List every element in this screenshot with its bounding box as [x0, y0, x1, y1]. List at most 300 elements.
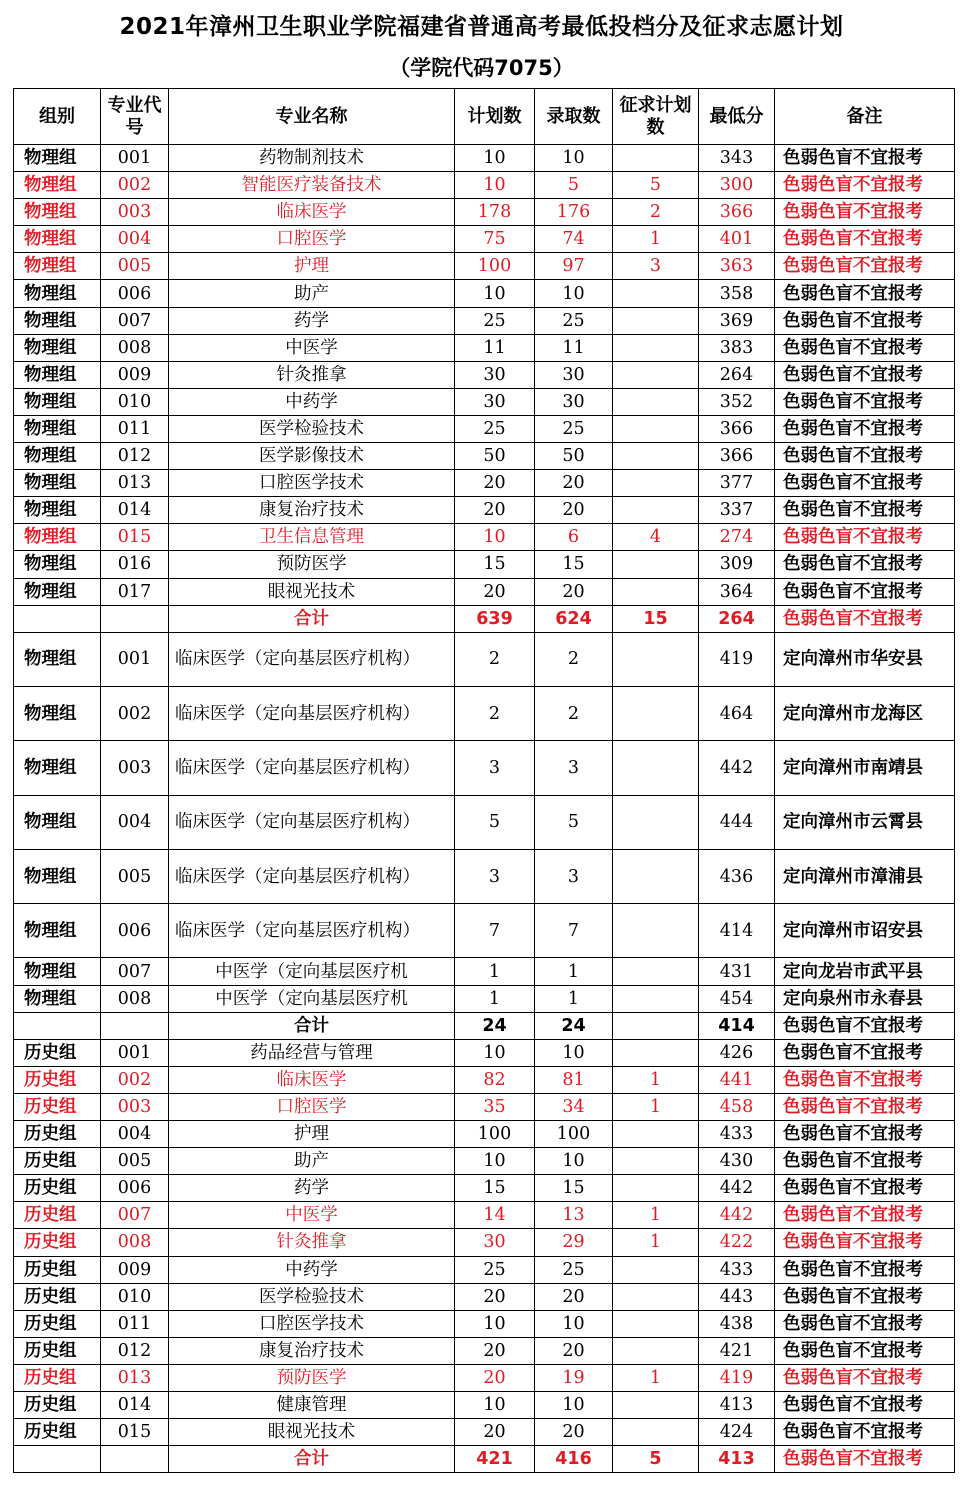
cell-group: 物理组 [14, 551, 101, 578]
cell-note: 色弱色盲不宜报考 [775, 578, 955, 605]
header-min-score: 最低分 [699, 89, 775, 145]
cell-min-score: 363 [699, 253, 775, 280]
cell-name: 眼视光技术 [169, 578, 455, 605]
cell-extra-plan [613, 1039, 699, 1066]
cell-min-score: 413 [699, 1446, 775, 1473]
cell-group: 物理组 [14, 226, 101, 253]
cell-name: 卫生信息管理 [169, 524, 455, 551]
cell-code: 017 [101, 578, 169, 605]
cell-note: 色弱色盲不宜报考 [775, 1121, 955, 1148]
table-row [14, 1093, 955, 1120]
cell-min-score: 343 [699, 145, 775, 172]
cell-min-score: 419 [699, 1364, 775, 1391]
cell-min-score: 369 [699, 307, 775, 334]
cell-admit: 7 [535, 904, 613, 958]
cell-extra-plan: 5 [613, 1446, 699, 1473]
cell-code: 004 [101, 226, 169, 253]
cell-code: 006 [101, 280, 169, 307]
cell-min-score: 414 [699, 1012, 775, 1039]
table-row [14, 280, 955, 307]
cell-group: 物理组 [14, 145, 101, 172]
cell-code: 014 [101, 497, 169, 524]
cell-extra-plan: 2 [613, 199, 699, 226]
cell-extra-plan [613, 1391, 699, 1418]
cell-admit: 10 [535, 1148, 613, 1175]
cell-plan: 20 [455, 470, 535, 497]
cell-name: 口腔医学 [169, 226, 455, 253]
cell-group: 物理组 [14, 524, 101, 551]
cell-code: 006 [101, 1175, 169, 1202]
cell-name: 药品经营与管理 [169, 1039, 455, 1066]
cell-plan: 178 [455, 199, 535, 226]
cell-code: 006 [101, 904, 169, 958]
table-row [14, 1202, 955, 1229]
cell-extra-plan [613, 958, 699, 985]
cell-admit: 24 [535, 1012, 613, 1039]
cell-extra-plan [613, 497, 699, 524]
cell-min-score: 443 [699, 1283, 775, 1310]
cell-code: 008 [101, 1229, 169, 1256]
table-row [14, 985, 955, 1012]
cell-note: 色弱色盲不宜报考 [775, 199, 955, 226]
cell-plan: 82 [455, 1066, 535, 1093]
cell-group: 历史组 [14, 1039, 101, 1066]
cell-note: 色弱色盲不宜报考 [775, 1202, 955, 1229]
cell-admit: 10 [535, 1039, 613, 1066]
cell-admit: 10 [535, 1391, 613, 1418]
cell-name: 助产 [169, 280, 455, 307]
header-name: 专业名称 [169, 89, 455, 145]
table-body [14, 145, 955, 1473]
header-admit: 录取数 [535, 89, 613, 145]
cell-group: 物理组 [14, 497, 101, 524]
cell-note: 定向漳州市华安县 [775, 632, 955, 686]
cell-plan: 20 [455, 1364, 535, 1391]
cell-code: 001 [101, 1039, 169, 1066]
cell-note: 色弱色盲不宜报考 [775, 1364, 955, 1391]
cell-admit: 20 [535, 497, 613, 524]
cell-name: 临床医学（定向基层医疗机构） [169, 632, 455, 686]
cell-min-score: 337 [699, 497, 775, 524]
cell-min-score: 430 [699, 1148, 775, 1175]
cell-extra-plan [613, 470, 699, 497]
cell-min-score: 413 [699, 1391, 775, 1418]
table-row [14, 1121, 955, 1148]
cell-code [101, 1446, 169, 1473]
cell-extra-plan: 15 [613, 605, 699, 632]
cell-admit: 20 [535, 1419, 613, 1446]
cell-note: 色弱色盲不宜报考 [775, 361, 955, 388]
cell-plan: 14 [455, 1202, 535, 1229]
cell-code: 002 [101, 172, 169, 199]
cell-plan: 20 [455, 1419, 535, 1446]
cell-admit: 176 [535, 199, 613, 226]
cell-admit: 30 [535, 388, 613, 415]
table-row [14, 1039, 955, 1066]
cell-group: 物理组 [14, 388, 101, 415]
cell-admit: 11 [535, 334, 613, 361]
cell-min-score: 444 [699, 795, 775, 849]
cell-code: 008 [101, 334, 169, 361]
cell-code: 003 [101, 741, 169, 795]
cell-min-score: 454 [699, 985, 775, 1012]
cell-note: 色弱色盲不宜报考 [775, 1391, 955, 1418]
cell-min-score: 377 [699, 470, 775, 497]
cell-admit: 15 [535, 1175, 613, 1202]
cell-extra-plan [613, 849, 699, 903]
cell-code: 015 [101, 524, 169, 551]
cell-plan: 639 [455, 605, 535, 632]
cell-extra-plan [613, 795, 699, 849]
cell-note: 色弱色盲不宜报考 [775, 280, 955, 307]
cell-extra-plan [613, 1256, 699, 1283]
cell-name: 健康管理 [169, 1391, 455, 1418]
cell-name: 预防医学 [169, 1364, 455, 1391]
cell-group: 历史组 [14, 1337, 101, 1364]
cell-group: 历史组 [14, 1066, 101, 1093]
admission-table [13, 88, 955, 1473]
total-row [14, 1012, 955, 1039]
cell-min-score: 366 [699, 415, 775, 442]
cell-admit: 25 [535, 415, 613, 442]
cell-name: 药物制剂技术 [169, 145, 455, 172]
table-row [14, 199, 955, 226]
cell-note: 色弱色盲不宜报考 [775, 470, 955, 497]
cell-extra-plan [613, 307, 699, 334]
cell-admit: 15 [535, 551, 613, 578]
cell-code: 011 [101, 415, 169, 442]
cell-group: 历史组 [14, 1310, 101, 1337]
cell-extra-plan [613, 388, 699, 415]
cell-name: 临床医学（定向基层医疗机构） [169, 849, 455, 903]
cell-group: 物理组 [14, 334, 101, 361]
cell-admit: 50 [535, 443, 613, 470]
cell-name: 中药学 [169, 388, 455, 415]
cell-group: 物理组 [14, 361, 101, 388]
cell-note: 色弱色盲不宜报考 [775, 334, 955, 361]
cell-group [14, 1446, 101, 1473]
cell-code [101, 605, 169, 632]
header-group: 组别 [14, 89, 101, 145]
table-row [14, 1256, 955, 1283]
cell-group: 物理组 [14, 904, 101, 958]
cell-code: 015 [101, 1419, 169, 1446]
cell-code: 004 [101, 795, 169, 849]
table-row [14, 741, 955, 795]
cell-name: 中医学（定向基层医疗机 [169, 985, 455, 1012]
cell-note: 色弱色盲不宜报考 [775, 1012, 955, 1039]
cell-extra-plan [613, 280, 699, 307]
cell-group: 物理组 [14, 958, 101, 985]
cell-name: 临床医学 [169, 1066, 455, 1093]
cell-min-score: 274 [699, 524, 775, 551]
cell-plan: 100 [455, 253, 535, 280]
cell-code: 003 [101, 199, 169, 226]
cell-note: 定向漳州市龙海区 [775, 686, 955, 740]
document-title: 2021年漳州卫生职业学院福建省普通高考最低投档分及征求志愿计划 [119, 14, 844, 40]
cell-group: 物理组 [14, 253, 101, 280]
cell-note: 色弱色盲不宜报考 [775, 1337, 955, 1364]
cell-note: 定向漳州市诏安县 [775, 904, 955, 958]
cell-name: 助产 [169, 1148, 455, 1175]
cell-note: 定向泉州市永春县 [775, 985, 955, 1012]
cell-code: 003 [101, 1093, 169, 1120]
cell-min-score: 366 [699, 443, 775, 470]
cell-admit: 100 [535, 1121, 613, 1148]
cell-min-score: 442 [699, 1175, 775, 1202]
cell-code: 002 [101, 1066, 169, 1093]
cell-plan: 10 [455, 145, 535, 172]
cell-plan: 25 [455, 307, 535, 334]
cell-name: 合计 [169, 1012, 455, 1039]
table-row [14, 551, 955, 578]
cell-code: 007 [101, 307, 169, 334]
cell-extra-plan [613, 985, 699, 1012]
cell-admit: 1 [535, 985, 613, 1012]
cell-code: 002 [101, 686, 169, 740]
cell-plan: 421 [455, 1446, 535, 1473]
cell-admit: 10 [535, 280, 613, 307]
cell-admit: 3 [535, 849, 613, 903]
cell-plan: 15 [455, 551, 535, 578]
table-row [14, 795, 955, 849]
table-row [14, 1148, 955, 1175]
cell-min-score: 433 [699, 1121, 775, 1148]
cell-name: 针灸推拿 [169, 361, 455, 388]
cell-name: 中医学（定向基层医疗机 [169, 958, 455, 985]
cell-plan: 10 [455, 524, 535, 551]
cell-note: 色弱色盲不宜报考 [775, 415, 955, 442]
cell-code: 008 [101, 985, 169, 1012]
cell-note: 色弱色盲不宜报考 [775, 1446, 955, 1473]
cell-admit: 19 [535, 1364, 613, 1391]
cell-group: 历史组 [14, 1419, 101, 1446]
cell-note: 色弱色盲不宜报考 [775, 443, 955, 470]
cell-plan: 10 [455, 280, 535, 307]
cell-extra-plan [613, 578, 699, 605]
cell-extra-plan [613, 551, 699, 578]
cell-extra-plan [613, 1012, 699, 1039]
cell-extra-plan [613, 1148, 699, 1175]
cell-name: 医学影像技术 [169, 443, 455, 470]
cell-min-score: 433 [699, 1256, 775, 1283]
cell-note: 色弱色盲不宜报考 [775, 605, 955, 632]
cell-admit: 3 [535, 741, 613, 795]
cell-group: 物理组 [14, 686, 101, 740]
cell-admit: 10 [535, 145, 613, 172]
table-row [14, 145, 955, 172]
cell-min-score: 364 [699, 578, 775, 605]
cell-extra-plan [613, 145, 699, 172]
cell-plan: 3 [455, 741, 535, 795]
cell-extra-plan: 1 [613, 1202, 699, 1229]
cell-extra-plan [613, 1310, 699, 1337]
cell-code: 012 [101, 1337, 169, 1364]
cell-note: 定向漳州市漳浦县 [775, 849, 955, 903]
cell-note: 色弱色盲不宜报考 [775, 1229, 955, 1256]
cell-note: 色弱色盲不宜报考 [775, 1066, 955, 1093]
cell-code: 009 [101, 1256, 169, 1283]
cell-group: 物理组 [14, 849, 101, 903]
cell-extra-plan: 3 [613, 253, 699, 280]
cell-group: 物理组 [14, 795, 101, 849]
cell-note: 定向漳州市云霄县 [775, 795, 955, 849]
table-row [14, 388, 955, 415]
cell-plan: 3 [455, 849, 535, 903]
cell-group: 物理组 [14, 307, 101, 334]
cell-extra-plan: 4 [613, 524, 699, 551]
cell-name: 眼视光技术 [169, 1419, 455, 1446]
cell-note: 色弱色盲不宜报考 [775, 172, 955, 199]
cell-code: 009 [101, 361, 169, 388]
cell-extra-plan [613, 1283, 699, 1310]
cell-plan: 30 [455, 388, 535, 415]
table-row [14, 470, 955, 497]
cell-group: 历史组 [14, 1364, 101, 1391]
cell-plan: 30 [455, 361, 535, 388]
cell-code: 007 [101, 1202, 169, 1229]
cell-code: 013 [101, 1364, 169, 1391]
cell-name: 预防医学 [169, 551, 455, 578]
cell-note: 定向漳州市南靖县 [775, 741, 955, 795]
cell-admit: 97 [535, 253, 613, 280]
cell-group: 历史组 [14, 1121, 101, 1148]
table-row [14, 334, 955, 361]
cell-code [101, 1012, 169, 1039]
cell-note: 色弱色盲不宜报考 [775, 497, 955, 524]
cell-name: 中药学 [169, 1256, 455, 1283]
cell-extra-plan [613, 1121, 699, 1148]
cell-name: 临床医学（定向基层医疗机构） [169, 795, 455, 849]
cell-extra-plan [613, 686, 699, 740]
cell-min-score: 309 [699, 551, 775, 578]
table-row [14, 1364, 955, 1391]
cell-plan: 10 [455, 1391, 535, 1418]
cell-plan: 25 [455, 415, 535, 442]
table-row [14, 1066, 955, 1093]
cell-group: 历史组 [14, 1202, 101, 1229]
cell-extra-plan [613, 632, 699, 686]
table-row [14, 253, 955, 280]
cell-min-score: 464 [699, 686, 775, 740]
cell-note: 色弱色盲不宜报考 [775, 1175, 955, 1202]
table-row [14, 686, 955, 740]
cell-min-score: 426 [699, 1039, 775, 1066]
cell-note: 色弱色盲不宜报考 [775, 1039, 955, 1066]
cell-name: 护理 [169, 1121, 455, 1148]
cell-plan: 24 [455, 1012, 535, 1039]
cell-plan: 2 [455, 686, 535, 740]
cell-admit: 624 [535, 605, 613, 632]
cell-name: 临床医学（定向基层医疗机构） [169, 904, 455, 958]
cell-group: 历史组 [14, 1175, 101, 1202]
cell-admit: 30 [535, 361, 613, 388]
table-row [14, 307, 955, 334]
cell-extra-plan [613, 415, 699, 442]
cell-name: 护理 [169, 253, 455, 280]
cell-note: 色弱色盲不宜报考 [775, 226, 955, 253]
cell-extra-plan [613, 904, 699, 958]
header-code: 专业代号 [101, 89, 169, 145]
cell-extra-plan [613, 1175, 699, 1202]
table-row [14, 415, 955, 442]
cell-plan: 75 [455, 226, 535, 253]
cell-plan: 10 [455, 1148, 535, 1175]
cell-plan: 20 [455, 578, 535, 605]
cell-code: 005 [101, 849, 169, 903]
cell-code: 010 [101, 1283, 169, 1310]
table-header-row [14, 89, 955, 145]
cell-name: 口腔医学技术 [169, 470, 455, 497]
cell-note: 色弱色盲不宜报考 [775, 524, 955, 551]
table-row [14, 904, 955, 958]
cell-note: 色弱色盲不宜报考 [775, 253, 955, 280]
cell-code: 012 [101, 443, 169, 470]
cell-admit: 81 [535, 1066, 613, 1093]
table-row [14, 172, 955, 199]
cell-name: 药学 [169, 1175, 455, 1202]
cell-min-score: 431 [699, 958, 775, 985]
cell-extra-plan [613, 334, 699, 361]
cell-group: 物理组 [14, 470, 101, 497]
cell-group: 物理组 [14, 741, 101, 795]
cell-min-score: 442 [699, 741, 775, 795]
cell-code: 007 [101, 958, 169, 985]
cell-admit: 20 [535, 578, 613, 605]
table-row [14, 849, 955, 903]
cell-name: 针灸推拿 [169, 1229, 455, 1256]
cell-extra-plan: 1 [613, 1229, 699, 1256]
table-row [14, 524, 955, 551]
cell-min-score: 358 [699, 280, 775, 307]
cell-admit: 5 [535, 795, 613, 849]
cell-code: 001 [101, 632, 169, 686]
cell-plan: 10 [455, 172, 535, 199]
table-row [14, 1419, 955, 1446]
cell-group [14, 1012, 101, 1039]
cell-admit: 416 [535, 1446, 613, 1473]
cell-plan: 50 [455, 443, 535, 470]
cell-admit: 20 [535, 1283, 613, 1310]
cell-extra-plan: 1 [613, 1364, 699, 1391]
cell-note: 定向龙岩市武平县 [775, 958, 955, 985]
cell-extra-plan: 1 [613, 1066, 699, 1093]
cell-name: 药学 [169, 307, 455, 334]
cell-extra-plan: 1 [613, 226, 699, 253]
cell-name: 临床医学（定向基层医疗机构） [169, 686, 455, 740]
cell-admit: 2 [535, 686, 613, 740]
cell-code: 005 [101, 253, 169, 280]
cell-group: 历史组 [14, 1093, 101, 1120]
cell-admit: 74 [535, 226, 613, 253]
cell-min-score: 442 [699, 1202, 775, 1229]
cell-min-score: 441 [699, 1066, 775, 1093]
cell-note: 色弱色盲不宜报考 [775, 1283, 955, 1310]
cell-admit: 10 [535, 1310, 613, 1337]
cell-extra-plan: 1 [613, 1093, 699, 1120]
cell-code: 010 [101, 388, 169, 415]
cell-name: 中医学 [169, 334, 455, 361]
cell-plan: 7 [455, 904, 535, 958]
table-row [14, 497, 955, 524]
cell-plan: 5 [455, 795, 535, 849]
cell-admit: 20 [535, 1337, 613, 1364]
cell-plan: 20 [455, 1283, 535, 1310]
cell-min-score: 401 [699, 226, 775, 253]
table-row [14, 578, 955, 605]
cell-admit: 5 [535, 172, 613, 199]
cell-extra-plan: 5 [613, 172, 699, 199]
